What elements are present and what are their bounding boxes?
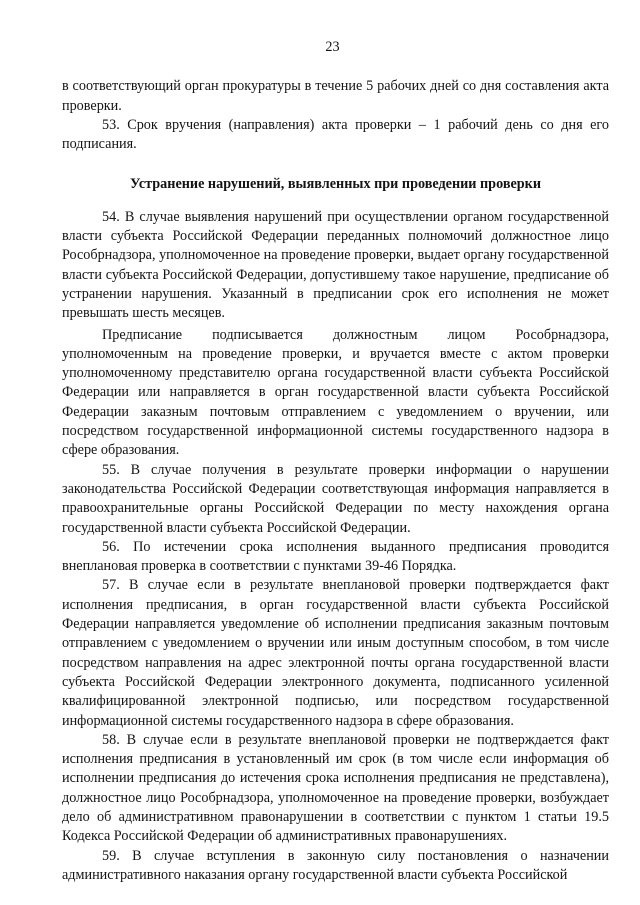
paragraph-continuation: в соответствующий орган прокуратуры в течение 5 рабочих дней со дня составления акта проверки. <box>62 78 609 114</box>
paragraph-55: 55. В случае получения в результате проверки информации о нарушении законодательства Российской Федерации соответствующая информация направляется в правоохранительные органы Российской Федерации по месту нахождения органа государственной власти субъекта Российской Федерации. <box>62 461 609 536</box>
paragraph-53: 53. Срок вручения (направления) акта проверки – 1 рабочий день со дня его подписания. <box>62 116 609 153</box>
section-heading: Устранение нарушений, выявленных при проведении проверки <box>129 176 542 193</box>
paragraph-57: 57. В случае если в результате внеплановой проверки подтверждается факт исполнения предписания, в орган государственной власти субъекта Российской Федерации направляется уведомление об исполнении предписания заказным почтовым отправлением с уведомлением о вручении или иным доступным способом, в том числе посредством направления на адрес электронной почты органа государственной власти субъекта Российской Федерации электронного документа, подписанного усиленной квалифицированной электронной подписью, или посредством государственной информационной системы государственного надзора в сфере образования. <box>62 577 609 729</box>
page-number: 23 <box>325 39 340 55</box>
paragraph-56: 56. По истечении срока исполнения выданного предписания проводится внеплановая проверка в соответствии с пунктами 39-46 Порядка. <box>62 538 609 575</box>
paragraph-54-prescription: Предписание подписывается должностным лицом Рособрнадзора, уполномоченным на проведение проверки, и вручается вместе с актом проверки уполномоченному представителю органа государственной власти субъекта Российской Федерации или направляется в орган государственной власти субъекта Российской Федерации заказным почтовым отправлением с уведомлением о вручении, или посредством государственной информационной системы государственного надзора в сфере образования. <box>62 326 609 459</box>
paragraph-59: 59. В случае вступления в законную силу постановления о назначении административного наказания органу государственной власти субъекта Российской <box>62 847 609 883</box>
paragraph-54: 54. В случае выявления нарушений при осуществлении органом государственной власти субъекта Российской Федерации переданных полномочий должностное лицо Рособрнадзора, уполномоченное на проведение проверки, выдает органу государственной власти субъекта Российской Федерации, допустившему такое нарушение, предписание об устранении нарушения. Указанный в предписании срок его исполнения не может превышать шесть месяцев. <box>62 208 609 322</box>
paragraph-58: 58. В случае если в результате внеплановой проверки не подтверждается факт исполнения предписания в установленный им срок (в том числе если информация об исполнении предписания до истечения срока исполнения предписания не представлена), должностное лицо Рособрнадзора, уполномоченное на проведение проверки, возбуждает дело об административном правонарушении в соответствии с пунктом 1 статьи 19.5 Кодекса Российской Федерации об административных правонарушениях. <box>62 731 609 845</box>
